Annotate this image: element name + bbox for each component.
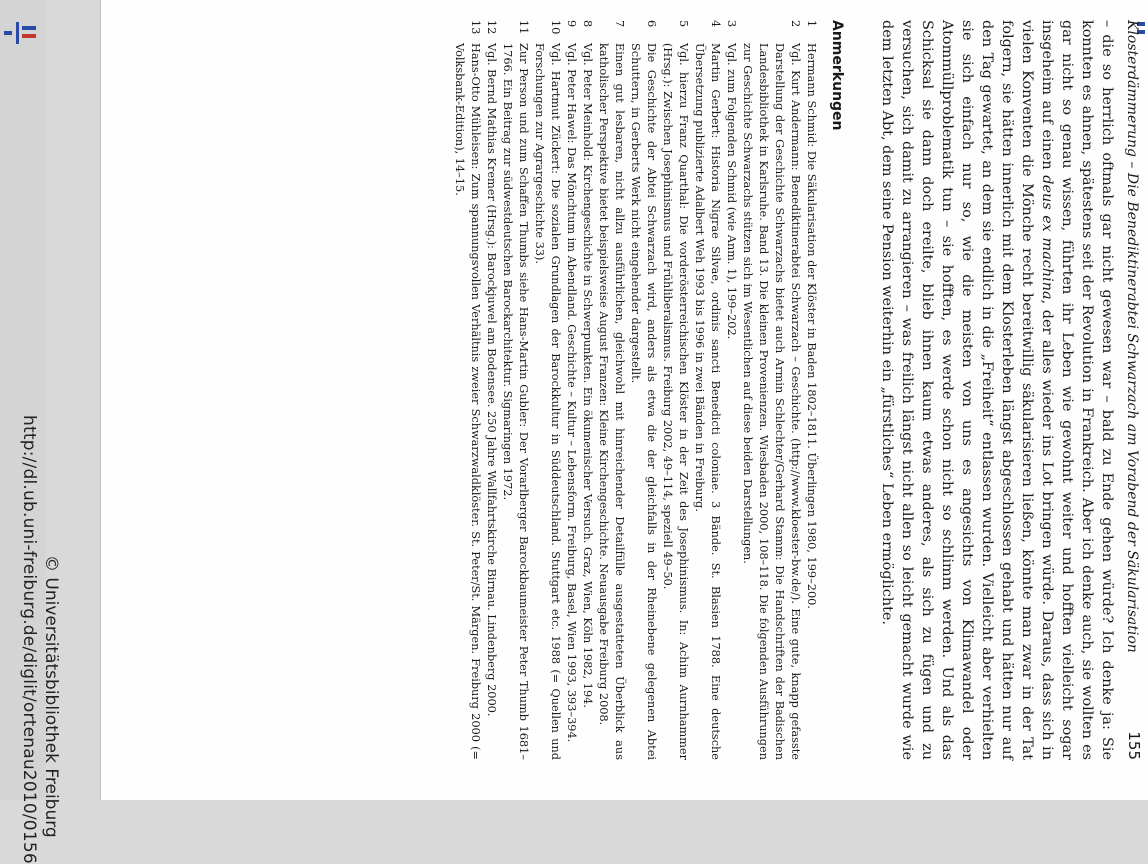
endnote-text: Die Geschichte der Abtei Schwarzach wird, anders als etwa die der gleichfalls in der Rheinebene gelegenen Abtei Schuttern, in Gerberts Werk nicht eingehender dargestellt. [629,43,658,760]
endnote-number: 5 [677,20,690,28]
endnote-item [595,20,627,760]
page-number: 155 [1125,731,1143,760]
endnote-text: Vgl. Bernd Mathias Kremer (Hrsg.): Barockjuwel am Bodensee. 250 Jahre Wallfahrtskirche Birnau. Lindenberg 2000. [485,43,498,717]
watermark-url[interactable]: http://dl.ub.uni-freiburg.de/diglit/ortenau2010/0156 [19,415,39,864]
endnote-item [563,20,579,760]
endnote-number: 1 [805,20,818,28]
watermark-strip [0,0,83,864]
endnote-item [451,20,483,760]
endnote-text: Einen gut lesbaren, nicht allzu ausführlichen, gleichwohl mit hinreichender Detailfülle ausgestatteten Überblick aus katholischer Perspektive bietet beispielsweise August Franzen: Kleine Kirchengeschichte. Neuausgabe Freiburg 2008. [597,43,626,760]
endnote-text: Hermann Schmid: Die Säkularisation der Klöster in Baden 1802–1811. Überlingen 1980, 199–200. [805,43,818,609]
body-paragraph: – die so herrlich oftmals gar nicht gewesen war – bald zu Ende gehen würde? Ich denke ja: Sie konnten es ahnen, spätestens seit der Revolution in Frankreich. Aber ich denke auch, sie wollten es gar nicht so genau wissen, führten ihr Leben wie gewohnt weiter und hofften vielleicht sogar insgeheim auf einen deus ex machina, der alles wieder ins Lot bringen würde. Daraus, dass sich in vielen Konventen die Mönche recht bereitwillig säkularisieren ließen, könnte man zwar in der Tat folgern, sie hätten innerlich mit dem Klosterleben längst abgeschlossen gehabt und hätten nur auf den Tag gewartet, an dem sie endlich in die „Freiheit“ entlassen wurden. Vielleicht aber verhielten sie sich einfach nur so, wie die meisten von uns es angesichts von Klimawandel oder Atommüllproblematik tun – sie hofften, es werde schon nicht so schlimm werden. Und als das Schicksal sie dann doch ereilte, blieb ihnen kaum etwas anderes, als sich zu fügen und zu versuchen, sich damit zu arrangieren – was freilich längst nicht allen so leicht gemacht wurde wie dem letzten Abt, dem seine Pension weiterhin ein „fürstliches“ Leben ermöglichte. [879,20,1115,760]
endnote-number: 12 [485,20,498,35]
endnote-item [579,20,595,760]
endnote-item [483,20,499,760]
endnote-text: Vgl. zum Folgenden Schmid (wie Anm. 1), 199–202. [725,43,738,340]
endnote-text: Martin Gerbert: Historia Nigrae Silvae, ordinis sancti Benedicti coloniae. 3 Bände. St. Blasien 1788. Eine deutsche Übersetzung publizierte Adalbert Weh 1993 bis 1996 in zwei Bänden in Freiburg. [693,43,722,760]
endnote-text: Vgl. Peter Hawel: Das Mönchtum im Abendland. Geschichte – Kultur – Lebensform. Freiburg, Basel, Wien 1993, 393–394. [565,43,578,743]
endnotes-list [451,20,819,760]
endnote-item [659,20,691,760]
endnote-text: Vgl. hierzu Franz Quarthal: Die vorderösterreichischen Klöster in der Zeit des Josephinismus. In: Achim Aurnhammer (Hrsg.): Zwischen Josephinismus und Frühliberalismus. Freiburg 2002, 49–114, speziell 49–50. [661,43,690,760]
endnote-item [723,20,739,760]
running-head [1119,20,1143,760]
endnote-item [691,20,723,760]
endnote-number: 4 [709,20,722,28]
endnote-number: 10 [549,20,562,35]
endnote-number: 2 [789,20,802,28]
endnote-text: Zur Person und zum Schaffen Thumbs siehe Hans-Martin Gubler: Der Vorarlberger Barockbaumeister Peter Thumb 1681–1766. Ein Beitrag zur südwestdeutschen Barockarchitektur. Sigmaringen 1972. [501,43,530,760]
endnote-item [531,20,563,760]
endnote-number: 3 [725,20,738,28]
endnote-item [627,20,659,760]
endnote-number: 9 [565,20,578,28]
notes-heading: Anmerkungen [829,20,845,131]
endnote-number: 7 [613,20,626,28]
page-content [101,0,1148,800]
endnote-item [499,20,531,760]
endnote-text: Vgl. Peter Meinhold: Kirchengeschichte in Schwerpunkten. Ein ökumenischer Versuch. Graz, Wien, Köln 1982, 194. [581,43,594,708]
watermark-copyright: © Universitätsbibliothek Freiburg [41,555,61,838]
endnote-text: Vgl. Kurt Andermann: Benediktinerabtei Schwarzach – Geschichte. (http://www.kloester-bw.de/). Eine gute, knapp gefasste Darstellung der Geschichte Schwarzachs bietet auch Armin Schlechter/Gerhard Stamm: Die Handschriften der Badischen Landesbibliothek in Karlsruhe. Band 13. Die kleinen Provenienzen. Wiesbaden 2000, 108–118. Die folgenden Ausführungen zur Geschichte Schwarzachs stützen sich im Wesentlichen auf diese beiden Darstellungen. [741,43,802,760]
body-text [877,20,1117,760]
endnote-number: 11 [517,20,530,35]
endnote-number: 8 [581,20,594,28]
endnote-item [739,20,803,760]
endnote-text: Hans-Otto Mühleisen: Zum spannungsvollen Verhältnis zweier Schwarzwaldklöster. St. Peter/St. Märgen. Freiburg 2000 (= Volksbank-Edition), 14–15. [453,43,482,760]
running-head-title: Klosterdämmerung – Die Benediktinerabtei Schwarzach am Vorabend der Säkularisation [1124,20,1140,653]
endnote-number: 6 [645,20,658,28]
endnote-text: Vgl. Hartmut Zückert: Die sozialen Grundlagen der Barockkultur in Süddeutschland. Stuttgart etc. 1988 (= Quellen und Forschungen zur Agrargeschichte 33). [533,43,562,760]
document-page [100,0,1148,800]
endnote-item [803,20,819,760]
endnote-number: 13 [469,20,482,35]
